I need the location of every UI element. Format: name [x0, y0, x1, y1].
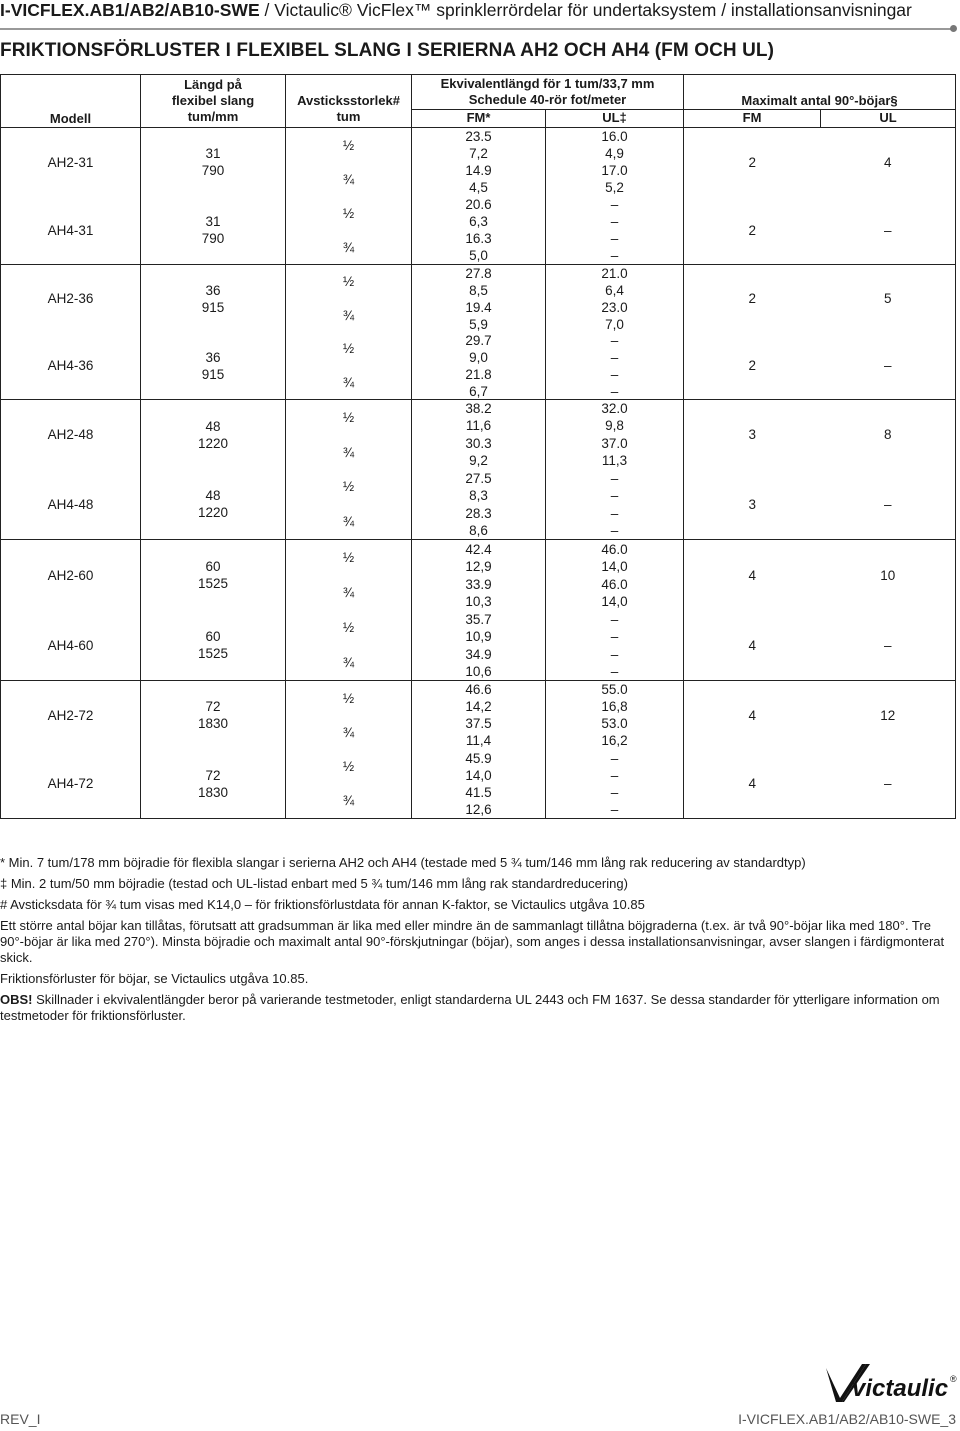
length-inches: 31 [205, 146, 221, 161]
ul-value-pair [601, 576, 627, 610]
footnote-bends: Ett större antal böjar kan tillåtas, förutsatt att gradsumman är lika med eller mindre än de sammanlagt tillåtna böjgraderna (t.ex. är två 90°-böjar lika med 180°. Tre 90°-böjar är lika med 270°). Minsta böjradie och maximalt antal 90°-förskjutningar (böjar), som anges i dessa installationsanvisningar, avser slangen i färdigmonterat skick. [0, 918, 945, 965]
length-mm: 1830 [197, 716, 229, 732]
fm-value-pair [465, 230, 491, 264]
outlet-size: ¾ [342, 171, 355, 187]
ul-meter: – [610, 767, 619, 783]
ul-value-pair [601, 715, 627, 749]
outlet-size: ½ [342, 137, 355, 153]
ul-meter: – [610, 628, 619, 644]
header-length: Längd på flexibel slang tum/mm [141, 75, 286, 128]
fm-meter: 6,3 [469, 214, 488, 229]
fm-meter: 8,5 [469, 283, 488, 298]
ul-meter: – [610, 248, 619, 263]
header-outlet: Avsticksstorlek# tum [286, 75, 412, 128]
fm-feet: 21.8 [465, 367, 492, 382]
footnote-friction: Friktionsförluster för böjar, se Victaulics utgåva 10.85. [0, 971, 309, 986]
bends-ul: 5 [884, 291, 892, 306]
ul-meter: 11,3 [601, 453, 628, 469]
ul-feet: 37.0 [601, 436, 628, 452]
ul-feet: – [610, 470, 619, 486]
fm-meter: 10,9 [465, 628, 492, 644]
ul-feet: 16.0 [601, 129, 628, 144]
outlet-size: ½ [342, 341, 355, 357]
fm-meter: 14,0 [465, 767, 492, 783]
bends-ul: 12 [880, 707, 896, 723]
ul-feet: – [610, 611, 619, 627]
obs-text: Skillnader i ekvivalentlängder beror på varierande testmetoder, enligt standarderna UL 2443 och FM 1637. Se dessa standarder för ytterligare information om testmetoder för friktionsförluster. [0, 992, 940, 1023]
fm-value-pair [465, 332, 491, 366]
ul-meter: 6,4 [605, 283, 624, 298]
fm-feet: 35.7 [465, 611, 492, 627]
fm-feet: 29.7 [465, 333, 492, 348]
length-inches: 36 [205, 282, 221, 298]
document-subtitle: / Victaulic® VicFlex™ sprinklerrördelar för undertaksystem / installationsanvisningar [259, 0, 912, 20]
header-bends-ul: UL [821, 109, 956, 128]
fm-feet: 23.5 [465, 129, 492, 144]
fm-feet: 20.6 [465, 197, 492, 212]
fm-value-pair [465, 784, 491, 818]
header-model: Modell [1, 109, 141, 128]
fm-meter: 12,9 [465, 558, 492, 574]
ul-feet: 23.0 [601, 300, 628, 315]
fm-value-pair [465, 265, 491, 299]
fm-value-pair [465, 576, 491, 610]
outlet-size: ½ [342, 759, 355, 775]
ul-meter: 14,0 [601, 558, 628, 574]
fm-feet: 45.9 [465, 750, 492, 766]
ul-value-pair [601, 162, 627, 196]
model-name: AH2-36 [47, 291, 94, 306]
model-name: AH2-60 [47, 567, 94, 583]
length-mm: 1220 [197, 435, 229, 451]
header-rule-dot [950, 25, 957, 32]
bends-fm: 4 [748, 776, 757, 792]
document-header [0, 0, 960, 24]
fm-value-pair [465, 681, 491, 715]
bends-fm: 2 [748, 154, 757, 170]
outlet-size: ¾ [342, 514, 355, 530]
model-name: AH2-48 [47, 427, 94, 443]
ul-feet: – [610, 646, 619, 662]
ul-meter: – [610, 663, 619, 679]
fm-feet: 46.6 [465, 682, 492, 698]
table-group-row [1, 681, 956, 819]
ul-value-pair [611, 332, 619, 366]
ul-value-pair [611, 646, 619, 680]
outlet-size: ¾ [342, 444, 355, 460]
length-mm: 790 [201, 231, 225, 246]
fm-meter: 5,0 [469, 248, 488, 263]
ul-meter: – [610, 384, 619, 399]
fm-value-pair [465, 162, 491, 196]
fm-meter: 14,2 [465, 699, 492, 715]
fm-feet: 27.5 [465, 470, 492, 486]
fm-feet: 30.3 [465, 436, 492, 452]
model-name: AH4-36 [47, 358, 94, 373]
fm-value-pair [465, 505, 491, 539]
ul-value-pair [611, 366, 619, 400]
outlet-size: ¾ [342, 374, 355, 390]
length-inches: 48 [205, 488, 221, 504]
fm-meter: 5,9 [469, 317, 488, 332]
fm-meter: 10,3 [465, 593, 492, 609]
ul-meter: 16,8 [601, 699, 628, 715]
bends-ul: – [884, 358, 892, 373]
length-inches: 60 [205, 559, 221, 574]
ul-value-pair [611, 611, 619, 645]
bends-ul: 10 [880, 567, 896, 583]
ul-meter: 7,0 [605, 317, 624, 332]
table-group-row [1, 540, 956, 681]
model-name: AH4-72 [47, 776, 94, 792]
length-mm: 915 [201, 366, 225, 382]
outlet-size: ¾ [342, 307, 355, 323]
outlet-size: ¾ [342, 655, 355, 670]
ul-meter: – [610, 801, 619, 817]
ul-meter: – [610, 487, 619, 503]
table-group-row [1, 265, 956, 400]
fm-meter: 8,3 [469, 487, 488, 503]
fm-value-pair [465, 299, 491, 333]
ul-value-pair [601, 541, 627, 575]
ul-meter: – [610, 522, 619, 538]
ul-value-pair [611, 230, 619, 264]
fm-value-pair [465, 541, 491, 575]
friction-loss-table-wrap [0, 74, 955, 819]
bends-fm: 3 [748, 427, 757, 443]
fm-value-pair [465, 750, 491, 784]
fm-value-pair [465, 435, 491, 469]
bends-fm: 4 [748, 707, 757, 723]
fm-feet: 34.9 [465, 646, 492, 662]
outlet-size: ¾ [342, 239, 355, 255]
fm-value-pair [465, 611, 491, 645]
model-name: AH4-48 [47, 496, 94, 512]
fm-feet: 41.5 [465, 784, 492, 800]
logo-text: victaulic [852, 1375, 949, 1402]
ul-value-pair [601, 265, 627, 299]
length-mm: 790 [201, 163, 225, 178]
length-inches: 31 [205, 214, 221, 229]
length-inches: 72 [205, 699, 221, 715]
fm-meter: 7,2 [469, 146, 488, 161]
length-mm: 1525 [197, 646, 229, 661]
outlet-size: ½ [342, 274, 355, 290]
fm-meter: 10,6 [465, 663, 492, 679]
bends-fm: 4 [748, 637, 757, 653]
fm-meter: 11,4 [465, 733, 492, 749]
fm-meter: 6,7 [469, 384, 488, 399]
header-bends-fm: FM [684, 109, 821, 128]
length-mm: 915 [201, 299, 225, 315]
fm-feet: 37.5 [465, 716, 492, 732]
outlet-size: ½ [342, 479, 355, 495]
model-name: AH4-31 [47, 222, 94, 238]
table-group-row [1, 128, 956, 265]
fm-feet: 33.9 [465, 576, 492, 592]
ul-feet: – [610, 333, 619, 348]
ul-feet: 53.0 [601, 716, 628, 732]
bends-fm: 2 [748, 358, 757, 373]
ul-value-pair [601, 128, 627, 162]
header-fm: FM* [412, 109, 546, 128]
ul-value-pair [611, 784, 619, 818]
bends-ul: 8 [884, 427, 892, 443]
bends-ul: – [884, 637, 892, 653]
ul-meter: 9,8 [605, 418, 624, 434]
ul-feet: 21.0 [601, 266, 628, 281]
footer-revision: REV_I [0, 1411, 41, 1427]
fm-value-pair [465, 366, 491, 400]
footer-doc-code: I-VICFLEX.AB1/AB2/AB10-SWE_3 [738, 1411, 956, 1427]
obs-label: OBS! [0, 992, 33, 1007]
ul-meter: 5,2 [605, 180, 624, 195]
fm-meter: 11,6 [465, 418, 492, 434]
length-mm: 1220 [197, 505, 229, 521]
ul-feet: 55.0 [601, 682, 628, 698]
fm-feet: 38.2 [465, 401, 492, 417]
outlet-size: ½ [342, 409, 355, 425]
ul-feet: 46.0 [601, 576, 628, 592]
fm-feet: 28.3 [465, 505, 492, 521]
outlet-size: ½ [342, 550, 355, 565]
outlet-size: ½ [342, 690, 355, 706]
ul-value-pair [601, 435, 627, 469]
ul-feet: – [610, 784, 619, 800]
fm-value-pair [465, 128, 491, 162]
ul-feet: – [610, 750, 619, 766]
header-ul: UL‡ [546, 109, 684, 128]
ul-value-pair [611, 505, 619, 539]
header-rule [0, 28, 952, 30]
outlet-size: ¾ [342, 585, 355, 600]
fm-value-pair [465, 196, 491, 230]
ul-feet: 32.0 [601, 401, 628, 417]
document-code: I-VICFLEX.AB1/AB2/AB10-SWE [0, 0, 260, 20]
ul-meter: – [610, 214, 619, 229]
header-max-bends: Maximalt antal 90°-böjar§ [684, 75, 956, 110]
footnotes [0, 855, 955, 1029]
ul-meter: 4,9 [605, 146, 624, 161]
ul-feet: – [610, 231, 619, 246]
bends-fm: 3 [748, 496, 757, 512]
logo-registered-mark: ® [950, 1374, 957, 1384]
ul-value-pair [611, 196, 619, 230]
model-name: AH2-72 [47, 707, 94, 723]
section-title: FRIKTIONSFÖRLUSTER I FLEXIBEL SLANG I SERIERNA AH2 OCH AH4 (FM OCH UL) [0, 40, 775, 61]
outlet-size: ½ [342, 620, 355, 635]
ul-value-pair [611, 470, 619, 504]
fm-value-pair [465, 470, 491, 504]
table-group-row [1, 400, 956, 540]
fm-value-pair [465, 715, 491, 749]
bends-ul: – [884, 776, 892, 792]
fm-meter: 9,2 [469, 453, 488, 469]
footnote-star: * Min. 7 tum/178 mm böjradie för flexibla slangar i serierna AH2 och AH4 (testade med 5 ¾ tum/146 mm lång rak reducering av standardtyp) [0, 855, 806, 870]
bends-fm: 2 [748, 291, 757, 306]
model-name: AH2-31 [47, 154, 94, 170]
fm-feet: 42.4 [465, 541, 492, 557]
ul-feet: – [610, 367, 619, 382]
header-equivalent-length: Ekvivalentlängd för 1 tum/33,7 mm Schedule 40-rör fot/meter [412, 75, 684, 110]
footnote-hash: # Avsticksdata för ¾ tum visas med K14,0 – för friktionsförlustdata för annan K-faktor, se Victaulics utgåva 10.85 [0, 897, 645, 912]
length-mm: 1830 [197, 784, 229, 800]
victaulic-logo [822, 1358, 958, 1404]
length-inches: 60 [205, 629, 221, 644]
length-inches: 48 [205, 418, 221, 434]
ul-meter: – [610, 350, 619, 365]
ul-feet: – [610, 505, 619, 521]
ul-meter: 14,0 [601, 593, 628, 609]
length-mm: 1525 [197, 576, 229, 591]
fm-meter: 4,5 [469, 180, 488, 195]
fm-feet: 14.9 [465, 163, 492, 178]
length-inches: 72 [205, 767, 221, 783]
friction-loss-table [0, 74, 956, 819]
fm-meter: 8,6 [469, 522, 488, 538]
ul-value-pair [601, 400, 627, 434]
fm-feet: 16.3 [465, 231, 492, 246]
fm-meter: 12,6 [465, 801, 492, 817]
ul-value-pair [611, 750, 619, 784]
ul-feet: 17.0 [601, 163, 628, 178]
bends-ul: – [884, 222, 892, 238]
ul-feet: 46.0 [601, 541, 628, 557]
ul-meter: 16,2 [601, 733, 628, 749]
bends-ul: 4 [884, 154, 892, 170]
ul-value-pair [601, 299, 627, 333]
model-name: AH4-60 [47, 637, 94, 653]
ul-feet: – [610, 197, 619, 212]
ul-value-pair [601, 681, 627, 715]
outlet-size: ¾ [342, 724, 355, 740]
footnote-obs [0, 992, 955, 1024]
fm-feet: 19.4 [465, 300, 492, 315]
footnote-dagger: ‡ Min. 2 tum/50 mm böjradie (testad och UL-listad enbart med 5 ¾ tum/146 mm lång rak standardreducering) [0, 876, 628, 891]
outlet-size: ¾ [342, 793, 355, 809]
fm-feet: 27.8 [465, 266, 492, 281]
bends-fm: 2 [748, 222, 757, 238]
bends-ul: – [884, 496, 892, 512]
length-inches: 36 [205, 349, 221, 365]
bends-fm: 4 [748, 567, 757, 583]
fm-value-pair [465, 646, 491, 680]
fm-value-pair [465, 400, 491, 434]
fm-meter: 9,0 [469, 350, 488, 365]
outlet-size: ½ [342, 205, 355, 221]
